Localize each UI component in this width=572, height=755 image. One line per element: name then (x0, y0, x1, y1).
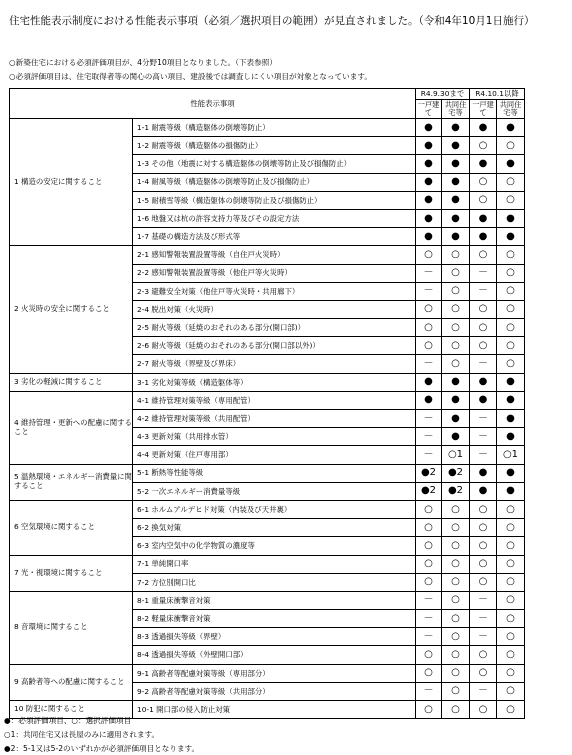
mark-cell: ○ (416, 646, 442, 664)
mark-cell: ● (416, 228, 442, 246)
mark-cell: ○ (442, 537, 470, 555)
mark-cell: ○ (470, 173, 497, 191)
mark-cell: ○ (470, 555, 497, 573)
mark-cell: － (416, 628, 442, 646)
mark-cell: ○ (442, 337, 470, 355)
header-caption: 性能表示事項 (10, 89, 416, 119)
mark-cell: ○ (416, 701, 442, 719)
mark-cell: － (470, 682, 497, 700)
category-cell: 5 温熱環境・エネルギー消費量に関すること (10, 464, 133, 500)
mark-cell: ○ (416, 555, 442, 573)
mark-cell: ○ (442, 555, 470, 573)
mark-cell: ○ (497, 682, 525, 700)
mark-cell: ● (442, 428, 470, 446)
category-cell: 10 防犯に関すること (10, 701, 133, 719)
category-cell: 2 火災時の安全に関すること (10, 246, 133, 373)
mark-cell: ● (442, 209, 470, 227)
mark-cell: ● (497, 119, 525, 137)
mark-cell: ●2 (442, 482, 470, 500)
mark-cell: ○ (497, 591, 525, 609)
legend-note-2: ●2：5-1又は5-2のいずれかが必須評価項目となります。 (4, 744, 200, 753)
mark-cell: ● (442, 228, 470, 246)
item-cell: 2-6 耐火等級（延焼のおそれのある部分(開口部以外)） (133, 337, 416, 355)
mark-cell: ○ (416, 246, 442, 264)
mark-cell: ○ (470, 646, 497, 664)
mark-cell: ○ (497, 628, 525, 646)
mark-cell: ○ (497, 610, 525, 628)
item-cell: 9-2 高齢者等配慮対策等級（共用部分） (133, 682, 416, 700)
mark-cell: ○ (442, 355, 470, 373)
mark-cell: ● (416, 191, 442, 209)
mark-cell: ○ (442, 701, 470, 719)
mark-cell: ○ (470, 319, 497, 337)
mark-cell: ○ (442, 682, 470, 700)
mark-cell: － (470, 446, 497, 464)
mark-cell: － (416, 446, 442, 464)
mark-cell: ○1 (497, 446, 525, 464)
mark-cell: ○ (442, 519, 470, 537)
mark-cell: ● (416, 391, 442, 409)
item-cell: 1-7 基礎の構造方法及び形式等 (133, 228, 416, 246)
mark-cell: ● (470, 228, 497, 246)
mark-cell: ● (442, 137, 470, 155)
table-row (10, 591, 525, 609)
mark-cell: ○ (442, 300, 470, 318)
header-period-new: R4.10.1以降 (470, 89, 525, 100)
mark-cell: ○ (470, 573, 497, 591)
mark-cell: ○ (416, 319, 442, 337)
mark-cell: ○ (442, 646, 470, 664)
mark-cell: ● (497, 155, 525, 173)
mark-cell: ● (442, 173, 470, 191)
item-cell: 4-1 維持管理対策等級（専用配管） (133, 391, 416, 409)
mark-cell: ● (442, 191, 470, 209)
mark-cell: － (416, 355, 442, 373)
item-cell: 8-3 透過損失等級（界壁） (133, 628, 416, 646)
mark-cell: － (470, 610, 497, 628)
mark-cell: ● (442, 410, 470, 428)
mark-cell: ● (497, 391, 525, 409)
mark-cell: ● (470, 482, 497, 500)
mark-cell: ○ (416, 337, 442, 355)
header-period-old: R4.9.30まで (416, 89, 470, 100)
category-cell: 7 光・視環境に関すること (10, 555, 133, 591)
table-row (10, 664, 525, 682)
legend-note-1: ○1：共同住宅又は長屋のみに適用されます。 (4, 730, 160, 739)
item-cell: 7-1 単純開口率 (133, 555, 416, 573)
mark-cell: ○ (442, 319, 470, 337)
mark-cell: ○ (416, 300, 442, 318)
table-row (10, 555, 525, 573)
mark-cell: ● (442, 391, 470, 409)
mark-cell: ○ (470, 191, 497, 209)
mark-cell: ● (442, 155, 470, 173)
mark-cell: ● (442, 119, 470, 137)
item-cell: 2-4 脱出対策（火災時） (133, 300, 416, 318)
header-apartment-new: 共同住宅等 (497, 100, 525, 119)
header-detached-new: 一戸建て (470, 100, 497, 119)
mark-cell: － (416, 591, 442, 609)
item-cell: 2-2 感知警報装置設置等級（他住戸等火災時） (133, 264, 416, 282)
mark-cell: ● (497, 428, 525, 446)
item-cell: 1-5 耐積雪等級（構造躯体の倒壊等防止及び損傷防止） (133, 191, 416, 209)
item-cell: 8-4 透過損失等級（外壁開口部） (133, 646, 416, 664)
mark-cell: ● (497, 482, 525, 500)
mark-cell: ● (416, 173, 442, 191)
mark-cell: ● (470, 464, 497, 482)
mark-cell: ● (470, 155, 497, 173)
mark-cell: ● (497, 228, 525, 246)
mark-cell: － (470, 428, 497, 446)
item-cell: 6-1 ホルムアルデヒド対策（内装及び天井裏） (133, 500, 416, 518)
mark-cell: ○ (497, 173, 525, 191)
mark-cell: ●2 (442, 464, 470, 482)
mark-cell: － (470, 410, 497, 428)
mark-cell: ○ (470, 701, 497, 719)
mark-cell: ○ (442, 246, 470, 264)
table-row (10, 119, 525, 137)
table-row (10, 373, 525, 391)
mark-cell: ○ (442, 282, 470, 300)
mark-cell: ○ (416, 537, 442, 555)
mark-cell: ○ (497, 664, 525, 682)
mark-cell: ○ (497, 646, 525, 664)
mark-cell: － (470, 628, 497, 646)
mark-cell: ● (497, 209, 525, 227)
mark-cell: ○ (497, 264, 525, 282)
mark-cell: ○ (470, 519, 497, 537)
item-cell: 1-2 耐震等級（構造躯体の損傷防止） (133, 137, 416, 155)
mark-cell: ○ (497, 300, 525, 318)
category-cell: 1 構造の安定に関すること (10, 119, 133, 246)
mark-cell: ○ (497, 337, 525, 355)
mark-cell: ○ (497, 355, 525, 373)
performance-items-table (9, 88, 525, 719)
category-cell: 3 劣化の軽減に関すること (10, 373, 133, 391)
item-cell: 3-1 劣化対策等級（構造躯体等） (133, 373, 416, 391)
mark-cell: ○ (497, 500, 525, 518)
mark-cell: ○ (497, 537, 525, 555)
item-cell: 9-1 高齢者等配慮対策等級（専用部分） (133, 664, 416, 682)
item-cell: 10-1 開口部の侵入防止対策 (133, 701, 416, 719)
mark-cell: ○ (497, 319, 525, 337)
page-title: 住宅性能表示制度における性能表示事項（必須／選択項目の範囲）が見直されました。（令和4年10月1日施行） (9, 15, 535, 27)
mark-cell: ● (416, 373, 442, 391)
mark-cell: － (416, 682, 442, 700)
mark-cell: ● (470, 391, 497, 409)
item-cell: 6-3 室内空気中の化学物質の濃度等 (133, 537, 416, 555)
item-cell: 5-2 一次エネルギー消費量等級 (133, 482, 416, 500)
mark-cell: ○ (470, 246, 497, 264)
mark-cell: ○ (497, 573, 525, 591)
mark-cell: ○ (442, 500, 470, 518)
mark-cell: － (416, 264, 442, 282)
item-cell: 1-4 耐風等級（構造躯体の倒壊等防止及び損傷防止） (133, 173, 416, 191)
mark-cell: ○ (470, 500, 497, 518)
table-row (10, 391, 525, 409)
item-cell: 2-1 感知警報装置設置等級（自住戸火災時） (133, 246, 416, 264)
mark-cell: ○ (470, 337, 497, 355)
mark-cell: ● (470, 373, 497, 391)
mark-cell: ○ (497, 701, 525, 719)
mark-cell: － (416, 410, 442, 428)
mark-cell: ○ (442, 664, 470, 682)
mark-cell: － (470, 282, 497, 300)
note-line-1: ○新築住宅における必須評価項目が、4分野10項目となりました。（下表参照） (9, 58, 277, 67)
mark-cell: ○ (442, 610, 470, 628)
mark-cell: ● (416, 137, 442, 155)
mark-cell: ○ (470, 537, 497, 555)
mark-cell: － (416, 610, 442, 628)
mark-cell: ● (470, 119, 497, 137)
mark-cell: ○1 (442, 446, 470, 464)
mark-cell: － (470, 591, 497, 609)
category-cell: 4 維持管理・更新への配慮に関すること (10, 391, 133, 464)
item-cell: 4-4 更新対策（住戸専用部） (133, 446, 416, 464)
mark-cell: ● (416, 119, 442, 137)
header-apartment-old: 共同住宅等 (442, 100, 470, 119)
mark-cell: ○ (497, 191, 525, 209)
mark-cell: ○ (416, 519, 442, 537)
item-cell: 4-3 更新対策（共用排水管） (133, 428, 416, 446)
mark-cell: ● (497, 464, 525, 482)
mark-cell: ○ (470, 137, 497, 155)
mark-cell: ● (442, 373, 470, 391)
mark-cell: ● (497, 410, 525, 428)
mark-cell: － (470, 355, 497, 373)
table-row (10, 246, 525, 264)
mark-cell: ● (416, 209, 442, 227)
mark-cell: － (470, 264, 497, 282)
item-cell: 6-2 換気対策 (133, 519, 416, 537)
category-cell: 6 空気環境に関すること (10, 500, 133, 555)
header-detached-old: 一戸建て (416, 100, 442, 119)
mark-cell: ○ (497, 555, 525, 573)
item-cell: 8-2 軽量床衝撃音対策 (133, 610, 416, 628)
item-cell: 2-5 耐火等級（延焼のおそれのある部分(開口部)） (133, 319, 416, 337)
item-cell: 5-1 断熱等性能等級 (133, 464, 416, 482)
item-cell: 7-2 方位別開口比 (133, 573, 416, 591)
mark-cell: ○ (442, 628, 470, 646)
table-row (10, 464, 525, 482)
mark-cell: － (416, 428, 442, 446)
mark-cell: ● (497, 373, 525, 391)
category-cell: 8 音環境に関すること (10, 591, 133, 664)
category-cell: 9 高齢者等への配慮に関すること (10, 664, 133, 700)
legend-marks: ●：必須評価項目、○：選択評価項目 (4, 716, 132, 725)
mark-cell: ○ (416, 573, 442, 591)
mark-cell: ○ (497, 519, 525, 537)
table-row (10, 500, 525, 518)
mark-cell: ○ (416, 664, 442, 682)
mark-cell: ○ (470, 664, 497, 682)
item-cell: 4-2 維持管理対策等級（共用配管） (133, 410, 416, 428)
mark-cell: ●2 (416, 464, 442, 482)
mark-cell: ●2 (416, 482, 442, 500)
mark-cell: ○ (497, 137, 525, 155)
mark-cell: ● (416, 155, 442, 173)
item-cell: 1-3 その他（地震に対する構造躯体の倒壊等防止及び損傷防止） (133, 155, 416, 173)
mark-cell: ○ (497, 282, 525, 300)
item-cell: 1-1 耐震等級（構造躯体の倒壊等防止） (133, 119, 416, 137)
note-line-2: ○必須評価項目は、住宅取得者等の関心の高い項目、建設後では調査しにくい項目が対象となっています。 (9, 72, 372, 81)
mark-cell: ○ (442, 573, 470, 591)
item-cell: 1-6 地盤又は杭の許容支持力等及びその設定方法 (133, 209, 416, 227)
mark-cell: － (416, 282, 442, 300)
mark-cell: ○ (442, 264, 470, 282)
mark-cell: ○ (497, 246, 525, 264)
item-cell: 2-7 耐火等級（界壁及び界床） (133, 355, 416, 373)
mark-cell: ○ (470, 300, 497, 318)
mark-cell: ○ (442, 591, 470, 609)
item-cell: 8-1 重量床衝撃音対策 (133, 591, 416, 609)
mark-cell: ● (470, 209, 497, 227)
mark-cell: ○ (416, 500, 442, 518)
item-cell: 2-3 避難安全対策（他住戸等火災時・共用廊下） (133, 282, 416, 300)
